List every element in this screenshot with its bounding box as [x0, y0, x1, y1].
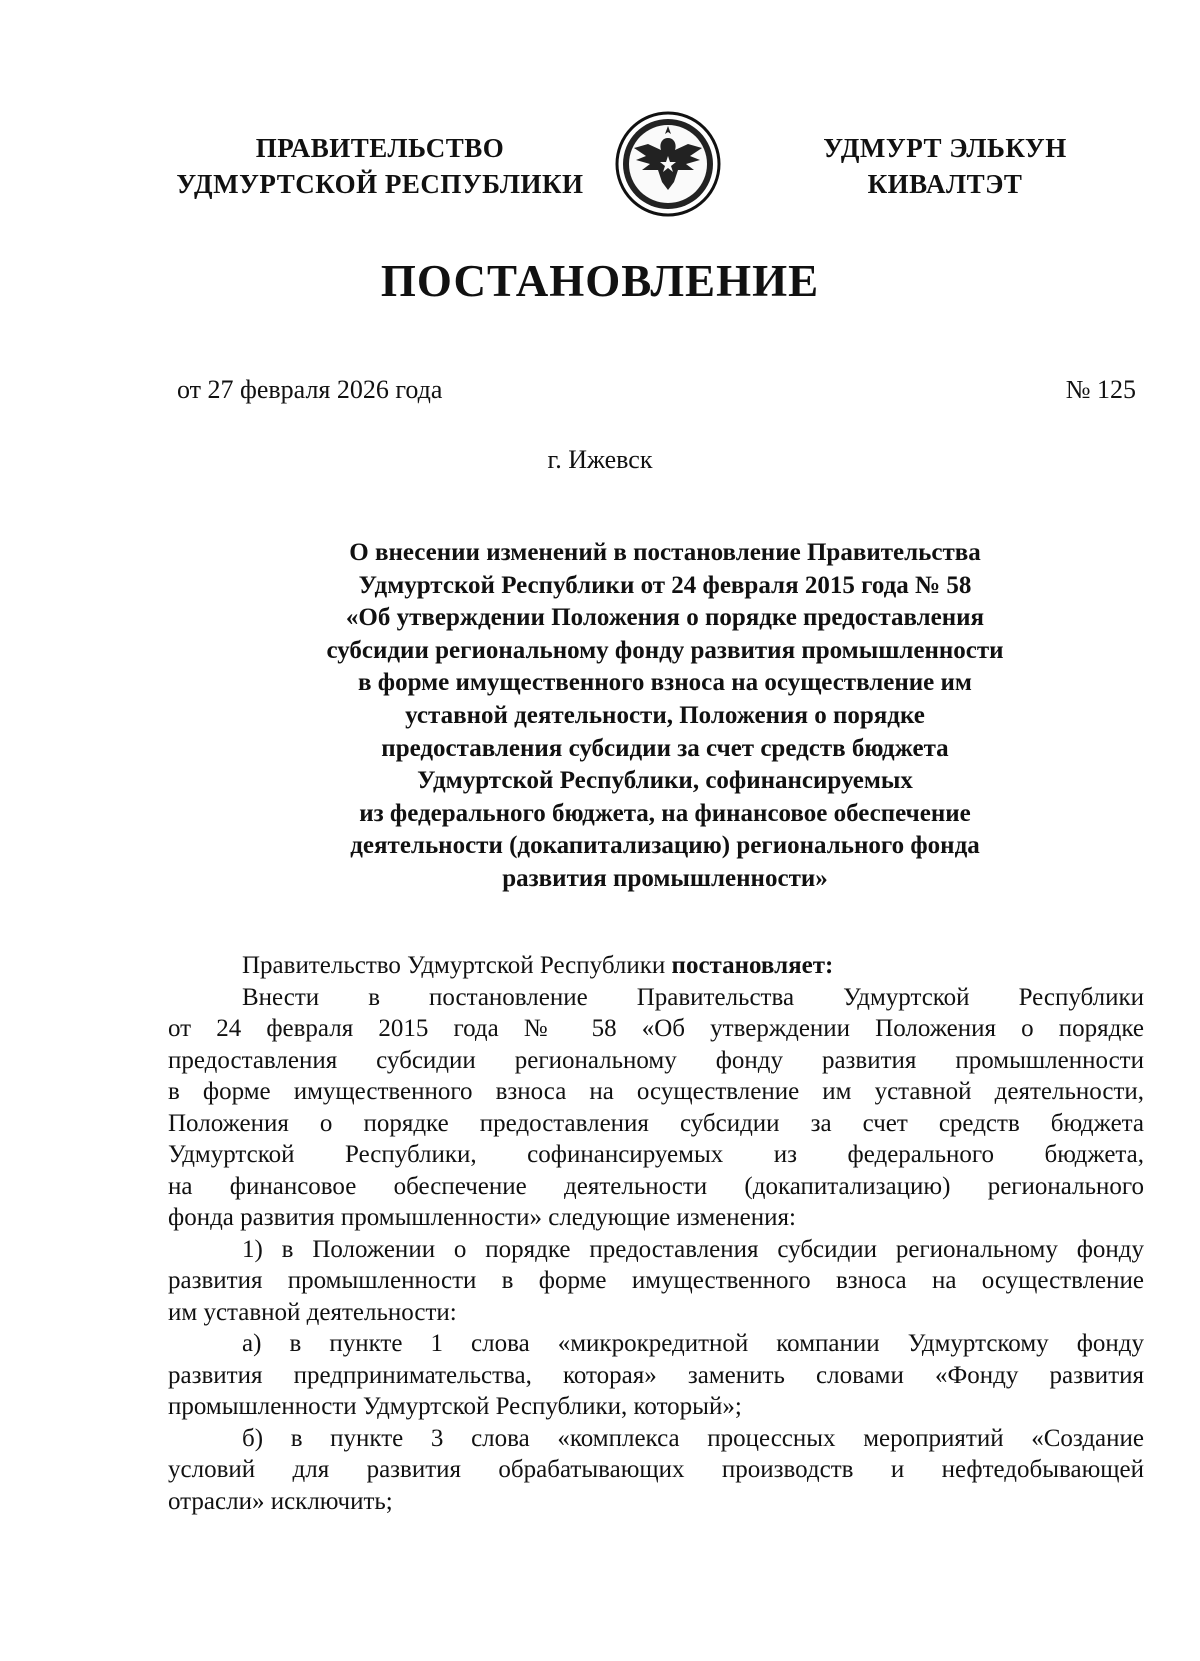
header-line: ПРАВИТЕЛЬСТВО — [255, 133, 505, 163]
subject-line: предоставления субсидии за счет средств бюджета — [381, 734, 949, 762]
header-line: УДМУРТ ЭЛЬКУН — [823, 133, 1067, 163]
subject-line: уставной деятельности, Положения о порядке — [405, 701, 925, 729]
subject-line: развития промышленности» — [502, 864, 828, 892]
body-line: в форме имущественного взноса на осуществление им уставной деятельности, — [168, 1078, 1144, 1105]
document-number: № 125 — [1065, 375, 1136, 404]
body-line: условий для развития обрабатывающих производств и нефтедобывающей — [168, 1456, 1144, 1483]
body-line: отрасли» исключить; — [168, 1487, 393, 1515]
body-line: 1) в Положении о порядке предоставления субсидии региональному фонду — [242, 1235, 1144, 1263]
body-line: предоставления субсидии региональному фонду развития промышленности — [168, 1046, 1144, 1074]
body-line: развития промышленности в форме имущественного взноса на осуществление — [168, 1267, 1144, 1294]
subject-line: Удмуртской Республики от 24 февраля 2015 года № 58 — [358, 571, 972, 599]
body-line: промышленности Удмуртской Республики, который»; — [168, 1393, 742, 1420]
document-date: от 27 февраля 2026 года — [177, 375, 443, 404]
body-line: им уставной деятельности: — [168, 1298, 457, 1326]
header-government-udm — [800, 130, 1090, 202]
intro-bold-text: постановляет: — [671, 952, 834, 979]
body-line: Положения о порядке предоставления субсидии за счет средств бюджета — [168, 1109, 1144, 1137]
subject-line: О внесении изменений в постановление Правительства — [349, 539, 981, 566]
intro-text: Правительство Удмуртской Республики — [242, 952, 666, 979]
intro-paragraph — [168, 950, 1144, 982]
subject-line: в форме имущественного взноса на осуществление им — [358, 669, 972, 697]
subject-line: Удмуртской Республики, софинансируемых — [417, 767, 913, 795]
body-line: а) в пункте 1 слова «микрокредитной компании Удмуртскому фонду — [242, 1330, 1144, 1357]
body-line: развития предпринимательства, которая» заменить словами «Фонду развития — [168, 1361, 1144, 1389]
coat-of-arms-icon — [612, 108, 724, 220]
header-government-ru — [160, 130, 600, 202]
subject-line: из федерального бюджета, на финансовое обеспечение — [359, 799, 971, 827]
body-line: на финансовое обеспечение деятельности (докапитализацию) регионального — [168, 1172, 1144, 1200]
body-line: б) в пункте 3 слова «комплекса процессных мероприятий «Создание — [242, 1424, 1144, 1452]
subject-line: деятельности (докапитализацию) регионального фонда — [350, 832, 980, 860]
header-line: КИВАЛТЭТ — [867, 169, 1023, 199]
document-type-title: ПОСТАНОВЛЕНИЕ — [380, 256, 820, 306]
body-line: Внести в постановление Правительства Удмуртской Республики — [242, 983, 1144, 1011]
document-city: г. Ижевск — [547, 445, 653, 474]
document-subject — [270, 537, 1060, 896]
body-line: фонда развития промышленности» следующие изменения: — [168, 1204, 796, 1231]
subject-line: «Об утверждении Положения о порядке предоставления — [345, 604, 985, 632]
body-line: Удмуртской Республики, софинансируемых из федерального бюджета, — [168, 1141, 1144, 1168]
subject-line: субсидии региональному фонду развития промышленности — [326, 636, 1004, 664]
document-body — [168, 950, 1144, 1517]
header-line: УДМУРТСКОЙ РЕСПУБЛИКИ — [176, 169, 584, 199]
body-line: от 24 февраля 2015 года № 58 «Об утверждении Положения о порядке — [168, 1015, 1144, 1042]
